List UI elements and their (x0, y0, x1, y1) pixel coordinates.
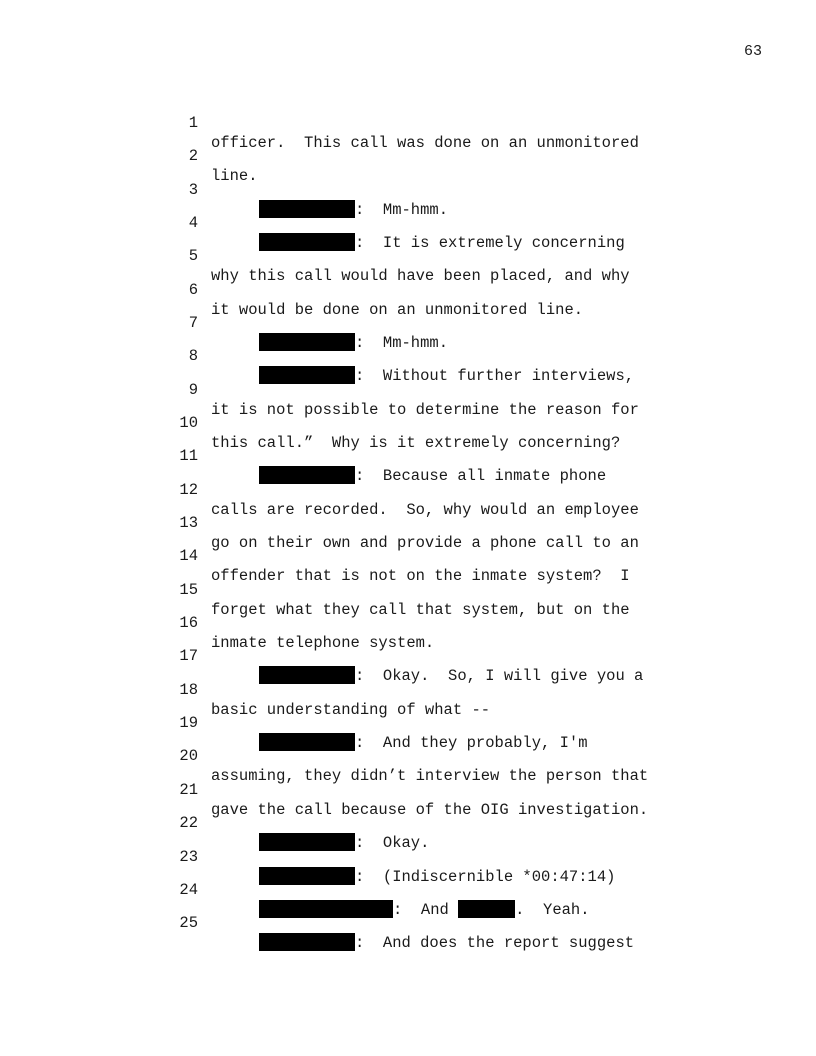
line-number: 13 (179, 514, 198, 532)
line-number: 4 (188, 214, 198, 232)
speaker-line (259, 233, 625, 253)
redacted-name (458, 900, 515, 918)
page-number: 63 (743, 43, 762, 60)
speaker-line (259, 833, 429, 853)
line-number: 23 (179, 848, 198, 866)
line-text: : Because all inmate phone (355, 467, 607, 485)
line-number: 8 (188, 347, 198, 365)
speaker-line (259, 900, 590, 920)
speaker-line (259, 933, 634, 953)
redacted-speaker-name (259, 733, 355, 751)
speaker-line (259, 366, 634, 386)
line-text: : And (393, 901, 449, 919)
line-number: 18 (179, 681, 198, 699)
line-number: 9 (188, 381, 198, 399)
line-text: gave the call because of the OIG investigation. (211, 801, 649, 819)
line-number: 5 (188, 247, 198, 265)
line-number: 6 (188, 281, 198, 299)
line-text: why this call would have been placed, and why (211, 267, 630, 285)
transcript-line (0, 93, 639, 152)
line-text: go on their own and provide a phone call to an (211, 534, 639, 552)
line-number: 17 (179, 647, 198, 665)
line-text: forget what they call that system, but on the (211, 601, 630, 619)
line-text: offender that is not on the inmate system? I (211, 567, 630, 585)
redacted-speaker-name (259, 366, 355, 384)
line-text: : Mm-hmm. (355, 334, 449, 352)
speaker-line (259, 867, 615, 887)
speaker-line (259, 733, 588, 753)
speaker-line (259, 666, 643, 686)
line-text: : And they probably, I'm (355, 734, 588, 752)
line-number: 19 (179, 714, 198, 732)
redacted-speaker-name (259, 833, 355, 851)
line-text: it is not possible to determine the reason for (211, 401, 639, 419)
redacted-speaker-name (259, 333, 355, 351)
line-text: calls are recorded. So, why would an employee (211, 501, 639, 519)
line-text: line. (211, 167, 258, 185)
line-number: 14 (179, 547, 198, 565)
line-number: 2 (188, 147, 198, 165)
line-number: 10 (179, 414, 198, 432)
line-number: 24 (179, 881, 198, 899)
line-text: inmate telephone system. (211, 634, 435, 652)
line-number: 22 (179, 814, 198, 832)
line-number: 25 (179, 914, 198, 932)
line-number: 20 (179, 747, 198, 765)
line-text: : Mm-hmm. (355, 201, 449, 219)
line-number: 1 (188, 114, 198, 132)
line-number: 21 (179, 781, 198, 799)
line-text: : Okay. So, I will give you a (355, 667, 644, 685)
speaker-line (259, 333, 448, 353)
line-text: : (Indiscernible *00:47:14) (355, 868, 616, 886)
line-text: this call.” Why is it extremely concerning? (211, 434, 621, 452)
speaker-line (259, 200, 448, 220)
line-text: assuming, they didn’t interview the person that (211, 767, 649, 785)
redacted-speaker-name (259, 666, 355, 684)
line-number: 16 (179, 614, 198, 632)
redacted-speaker-name (259, 900, 393, 918)
line-text: . Yeah. (515, 901, 590, 919)
line-text: officer. This call was done on an unmonitored (211, 134, 639, 152)
line-text: : Without further interviews, (355, 367, 635, 385)
line-text: : Okay. (355, 834, 430, 852)
line-number: 12 (179, 481, 198, 499)
line-number: 11 (179, 447, 198, 465)
line-number: 7 (188, 314, 198, 332)
line-number: 3 (188, 181, 198, 199)
line-text: basic understanding of what -- (211, 701, 491, 719)
line-text: it would be done on an unmonitored line. (211, 301, 584, 319)
line-text: : And does the report suggest (355, 934, 635, 952)
redacted-speaker-name (259, 933, 355, 951)
redacted-speaker-name (259, 233, 355, 251)
transcript-line (0, 126, 258, 185)
redacted-speaker-name (259, 867, 355, 885)
transcript-line (0, 660, 491, 719)
redacted-speaker-name (259, 466, 355, 484)
redacted-speaker-name (259, 200, 355, 218)
line-text: : It is extremely concerning (355, 234, 625, 252)
line-number: 15 (179, 581, 198, 599)
speaker-line (259, 466, 606, 486)
